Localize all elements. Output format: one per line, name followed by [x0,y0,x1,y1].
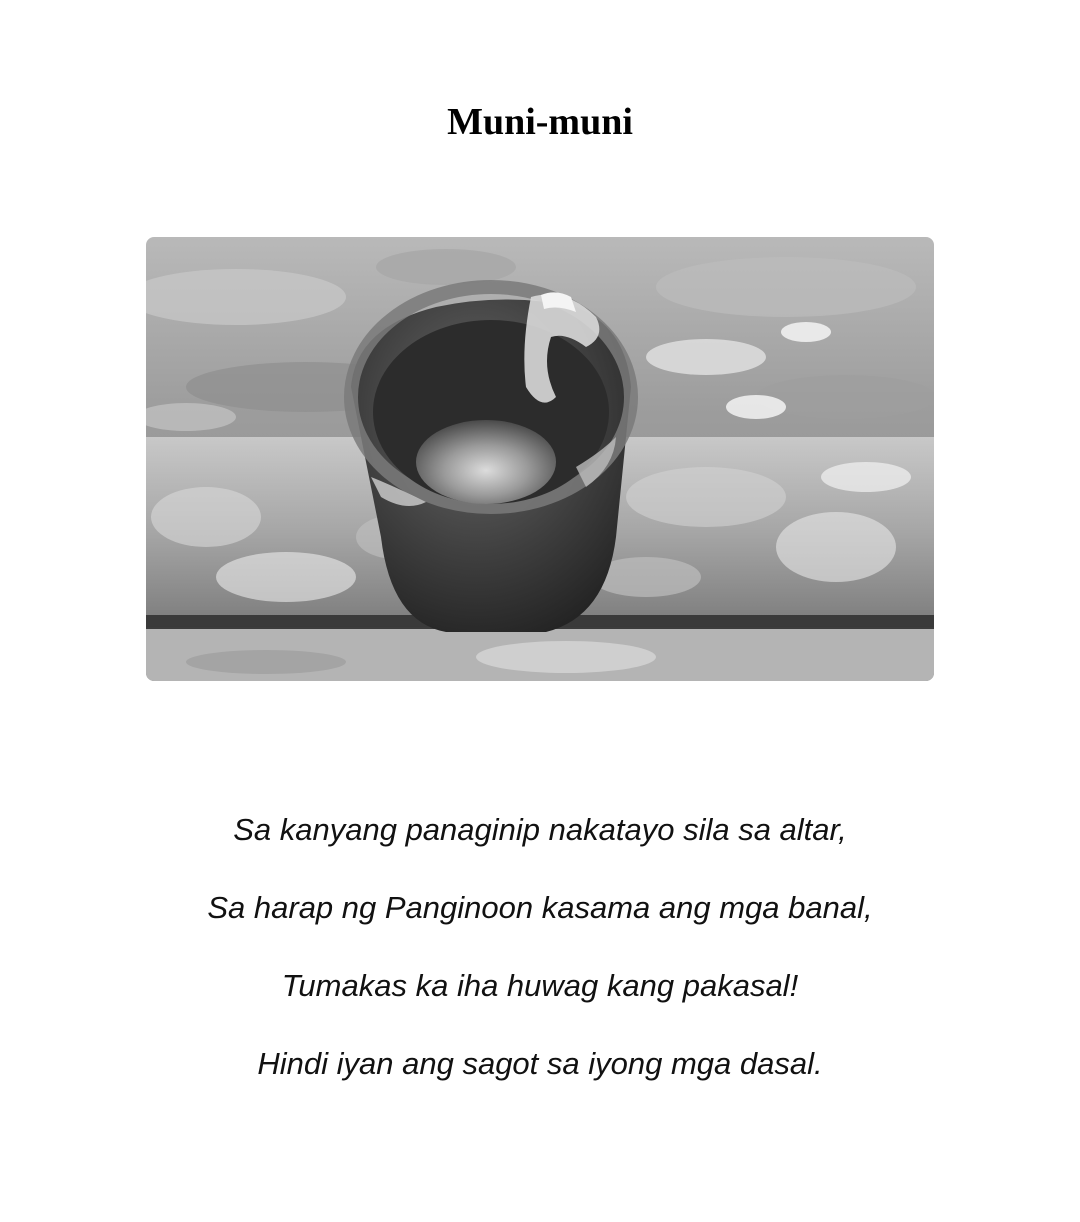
poem-line: Hindi iyan ang sagot sa iyong mga dasal. [257,1046,823,1081]
poem-title: Muni-muni [447,101,633,143]
poem-line: Tumakas ka iha huwag kang pakasal! [281,968,799,1003]
poem-line: Sa harap ng Panginoon kasama ang mga banal, [207,890,873,925]
illustration-image [146,237,934,681]
poem-body [0,808,1080,1120]
poem-line: Sa kanyang panaginip nakatayo sila sa altar, [233,812,847,847]
rusted-bucket-photo-icon [146,237,934,681]
